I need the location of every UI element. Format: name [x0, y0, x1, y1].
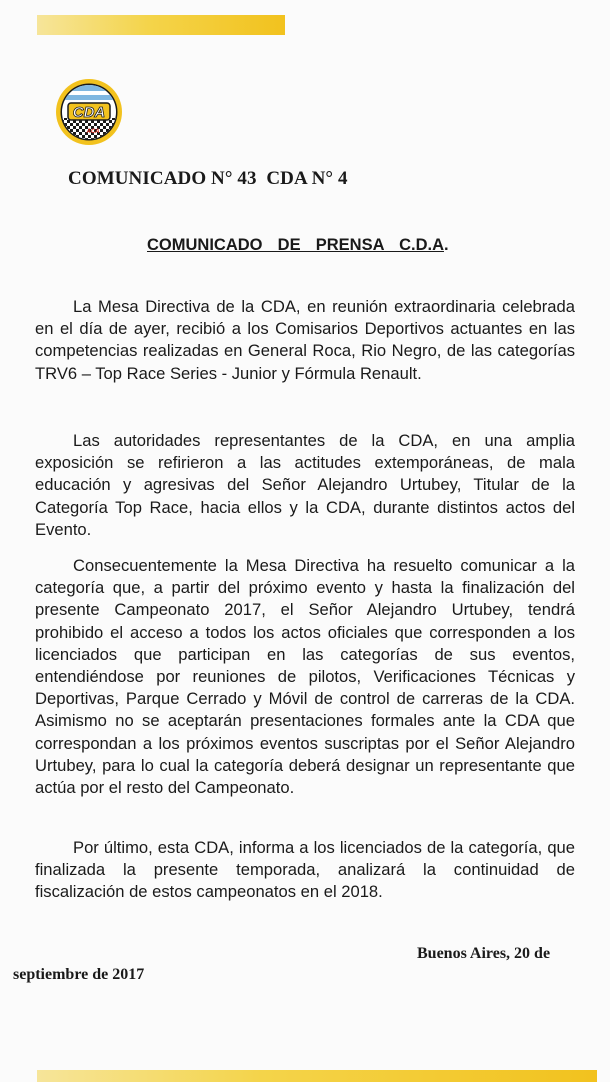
- paragraph-resolution: Consecuentemente la Mesa Directiva ha resuelto comunicar a la categoría que, a partir del próximo evento y hasta la finalización del presente Campeonato 2017, el Señor Alejandro Urtubey, tendrá prohibido el acceso a todos los actos oficiales que corresponden a los licenciados que participan en las categorías de sus eventos, entendiéndose por reuniones de pilotos, Verificaciones Técnicas y Deportivas, Parque Cerrado y Móvil de control de carreras de la CDA. Asimismo no se aceptarán presentaciones formales ante la CDA que correspondan a los próximos eventos suscriptas por el Señor Alejandro Urtubey, para lo cual la categoría deberá designar un representante que actúa por el resto del Campeonato.: [35, 556, 575, 798]
- paragraph-meeting: La Mesa Directiva de la CDA, en reunión extraordinaria celebrada en el día de ayer, recibió a los Comisarios Deportivos actuantes en las competencias realizadas en General Roca, Rio Negro, de las categorías TRV6 – Top Race Series - Junior y Fórmula Renault.: [35, 297, 575, 383]
- press-release-heading-period: .: [444, 236, 449, 254]
- paragraph-authorities: Las autoridades representantes de la CDA, en una amplia exposición se refirieron a las actitudes extemporáneas, de mala educación y agresivas del Señor Alejandro Urtubey, Titular de la Categoría Top Race, hacia ellos y la CDA, durante distintos actos del Evento.: [35, 431, 575, 539]
- logo-text: CDA: [72, 104, 106, 121]
- bottom-accent-bar: [37, 1070, 597, 1082]
- logo-subtext: ACA: [86, 129, 100, 135]
- paragraph-closing: Por último, esta CDA, informa a los licenciados de la categoría, que finalizada la presente temporada, analizará la continuidad de fiscalización de estos campeonatos en el 2018.: [35, 838, 575, 902]
- top-accent-bar: [37, 15, 285, 35]
- press-release-heading: [147, 236, 449, 255]
- signature-place: Buenos Aires, 20 de: [417, 945, 551, 962]
- signature-date: septiembre de 2017: [13, 966, 145, 983]
- comunicado-number: COMUNICADO N° 43 CDA N° 4: [68, 168, 348, 189]
- cda-logo: [55, 78, 123, 146]
- press-release-heading-text: COMUNICADO DE PRENSA C.D.A: [147, 236, 444, 254]
